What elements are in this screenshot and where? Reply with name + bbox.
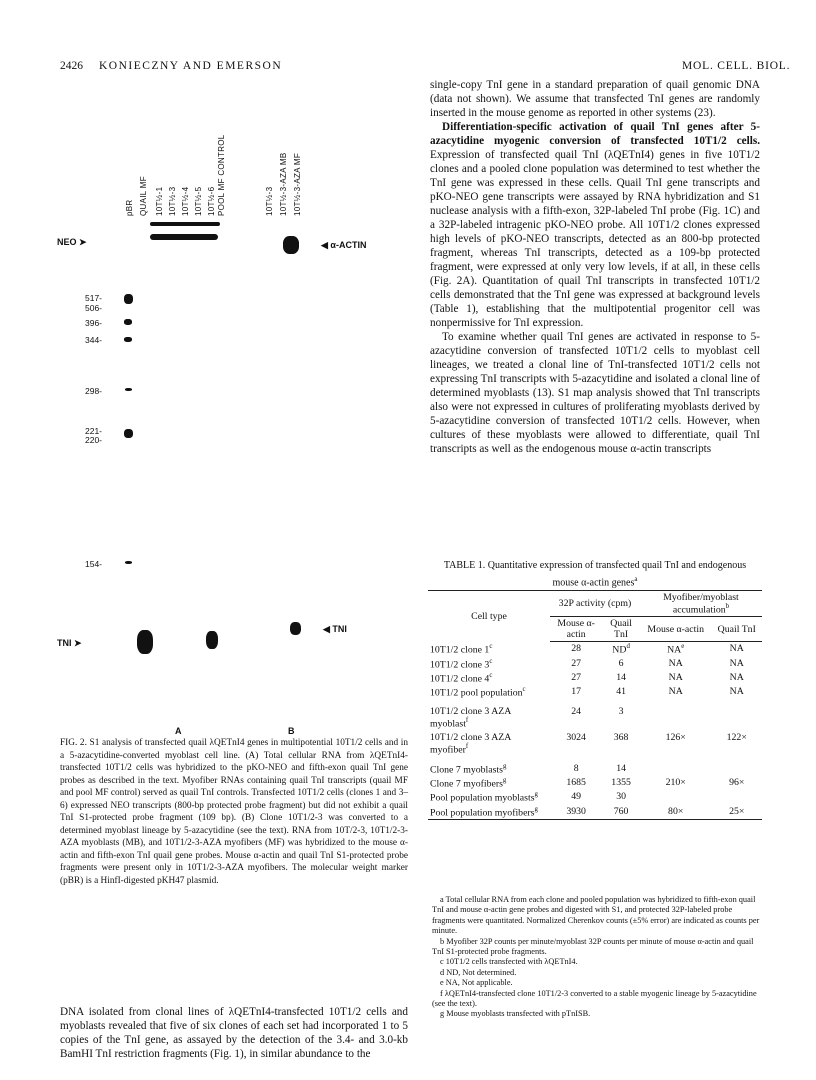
table-cell: 3024 — [566, 731, 586, 743]
cell-type-label: Pool population myofibers — [430, 806, 535, 818]
column-header: Mouse α-actin — [550, 617, 602, 642]
table-cell: 1685 — [566, 777, 586, 789]
table-cell — [640, 805, 712, 820]
paragraph: single-copy TnI gene in a standard preparation of quail genomic DNA (data not shown). We assume that transfected TnI genes are randomly inserted in the mouse genome as reported in other systems (23). — [430, 79, 760, 119]
footnote-mark: g — [534, 805, 538, 813]
paragraph-text: Expression of transfected quail TnI (λQETnI4) genes in five 10T1/2 clones and a pooled clone population was determined to test whether the TnI gene was expressed in these cells. Quail TnI gene transcripts and pKO-NEO gene transcripts were assayed by RNA hybridization and S1 nuclease analysis with a fifth-exon, 32P-labeled TnI probe (Fig. 1C) and a 32P-labeled intragenic pKO-NEO probe. All 10T1/2 clones expressed high levels of pKO-NEO transcripts, detected as an 800-bp protected fragment, whereas TnI transcripts, detected as a 109-bp protected fragment, were expressed at only very low levels, if at all, in these cells (Fig. 2A). Quantitation of quail TnI transcripts in transfected 10T1/2 cells demonstrated that the TnI gene was expressed at background levels (Table 1), establishing that the multipotential progenitor cell was nonpermissive for TnI expression. — [430, 149, 760, 329]
figure-caption: FIG. 2. S1 analysis of transfected quail λQETnI4 genes in multipotential 10T1/2 cells and in a 5-azacytidine-converted myoblast cell line. (A) Total cellular RNA from λQETnI4-transfected 10T1/2 cells was hybridized to the pKO-NEO and fifth-exon quail TnI gene probes as described in the text. Myofiber RNAs containing quail TnI transcripts (quail MF and pool MF control) served as quail TnI controls. Transfected 10T1/2 cells (clones 1 and 3–6) expressed NEO transcripts (800-bp protected probe fragment) but did not exhibit a quail TnI S1-protected probe fragment (109 bp). (B) Clone 10T1/2-3 was converted to a determined myoblast lineage by 5-azacytidine (see the text). RNA from 10T/2-3, 10T1/2-3-AZA myoblasts (MB), and 10T1/2-3-AZA myofibers (MF) was hybridized to the mouse α-actin and fifth-exon TnI quail gene probes. Mouse α-actin and quail TnI S1-protected probe fragments were present only in 10T1/2-3-AZA myofibers. The molecular weight marker (pBR) is a HinfI-digested pKH47 plasmid. — [60, 738, 408, 886]
panel-b-label: B — [288, 726, 295, 736]
cell-value: 126× — [665, 731, 686, 743]
cell-value: NA — [668, 686, 683, 698]
column-header: Cell type — [428, 591, 550, 642]
figure-gel — [55, 90, 415, 740]
cell-type-label: Clone 7 myofibers — [430, 778, 503, 790]
lane-label: 10T½-3-AZA MB — [279, 152, 288, 216]
actin-band-label: ◀ α-ACTIN — [321, 240, 367, 250]
actin-band — [283, 236, 299, 254]
table-cell — [428, 756, 550, 776]
marker-label: 517- — [85, 293, 103, 303]
footnote-mark: b — [725, 603, 730, 610]
table-cell — [428, 657, 550, 671]
cell-value: 760 — [613, 805, 629, 817]
tni-band-aza-mf — [290, 622, 301, 635]
marker-band — [124, 319, 132, 325]
table-cell — [640, 642, 712, 657]
cell-value: 41 — [616, 686, 626, 698]
footnote: f λQETnI4-transfected clone 10T1/2-3 converted to a stable myogenic lineage by 5-azacytidine (see the text). — [432, 988, 757, 1009]
cell-value: NA — [668, 657, 683, 669]
table-row — [428, 642, 762, 657]
data-table — [428, 590, 762, 820]
lane-label: 10T½-3 — [265, 186, 274, 216]
table-cell: 96× — [729, 777, 745, 789]
running-authors: KONIECZNY AND EMERSON — [99, 60, 283, 72]
table-cell — [428, 776, 550, 790]
table-cell — [428, 685, 550, 699]
cell-type-label: 10T1/2 clone 3 AZA myofiber — [430, 731, 511, 755]
cell-type-label: 10T1/2 clone 3 AZA myoblast — [430, 706, 511, 730]
tni-band-label-left: TNI ➤ — [57, 638, 82, 648]
table-cell — [602, 642, 640, 657]
footnote: b Myofiber 32P counts per minute/myoblast 32P counts per minute of mouse α-actin and quail TnI S1-protected probe fragments. — [432, 936, 754, 957]
table-cell — [640, 731, 712, 756]
table-cell — [602, 790, 640, 804]
table-cell: 17 — [571, 686, 582, 698]
table-row — [428, 805, 762, 820]
cell-type-label: 10T1/2 pool population — [430, 687, 523, 699]
marker-band — [124, 429, 133, 438]
table-cell: 27 — [571, 671, 582, 683]
tni-band-pool-mf — [206, 631, 218, 649]
table-row — [428, 790, 762, 804]
neo-upper-band — [150, 222, 220, 226]
table-row — [428, 699, 762, 730]
table-cell: NA — [729, 686, 744, 698]
table-cell — [712, 790, 763, 804]
cell-value: 30 — [616, 791, 626, 803]
table-title-text: TABLE 1. Quantitative expression of transfected quail TnI and endogenous mouse α-actin genes — [443, 560, 747, 588]
marker-label: 506- — [85, 303, 103, 313]
lane-label: 10T½-6 — [207, 186, 216, 216]
cell-type-label: Clone 7 myoblasts — [430, 764, 503, 776]
footnote-mark: c — [489, 671, 493, 679]
lane-label: POOL MF CONTROL — [217, 134, 226, 216]
cell-value: 14 — [616, 762, 626, 774]
table-cell — [640, 790, 712, 804]
table-cell — [640, 756, 712, 776]
table-cell: 24 — [571, 706, 582, 718]
table-cell — [602, 805, 640, 820]
tni-band-label-right: ◀ TNI — [323, 624, 347, 634]
table-cell: NA — [729, 657, 744, 669]
table-cell — [428, 790, 550, 804]
table-cell — [602, 699, 640, 730]
footnote-mark: f — [465, 717, 469, 725]
cell-value: 3 — [618, 706, 624, 718]
table-cell: 27 — [571, 657, 582, 669]
marker-label: 344- — [85, 335, 103, 345]
table-cell — [602, 657, 640, 671]
table-cell — [428, 805, 550, 820]
marker-band — [125, 388, 132, 391]
table-title — [430, 560, 760, 589]
table-row — [428, 731, 762, 756]
cell-value: ND — [612, 644, 627, 656]
column-header: Quail TnI — [712, 617, 763, 642]
footnote: e NA, Not applicable. — [440, 978, 513, 988]
cell-value: 14 — [616, 671, 626, 683]
table-cell — [640, 671, 712, 685]
marker-label: 298- — [85, 386, 103, 396]
cell-type-label: Pool population myoblasts — [430, 792, 535, 804]
table-cell: 25× — [712, 805, 763, 820]
column-group-header: 32P activity (cpm) — [550, 591, 640, 617]
cell-type-label: 10T1/2 clone 4 — [430, 673, 490, 685]
footnote-mark: a — [634, 574, 638, 583]
table-cell: 8 — [573, 762, 579, 774]
marker-label: 220- — [85, 435, 103, 445]
paragraph: To examine whether quail TnI genes are activated in response to 5-azacytidine conversion of transfected 10T1/2 cells to myoblast cell lineages, we treated a clonal line of TnI-transfected 10T1/2 cells not expressing TnI transcripts with 5-azacytidine and isolated a clonal line of determined myoblasts (13). S1 map analysis showed that TnI transcripts also were not expressed in cultures of proliferating myoblasts derived by 5-azacytidine conversion of transfected 10T1/2 cells. However, when cultures of these myoblasts were allowed to differentiate, quail TnI transcripts as well as the endogenous mouse α-actin transcripts — [430, 331, 760, 455]
table-cell — [428, 699, 550, 730]
table-cell — [640, 657, 712, 671]
neo-band-label: NEO ➤ — [57, 237, 87, 247]
journal-name: MOL. CELL. BIOL. — [682, 60, 791, 72]
table-cell — [602, 776, 640, 790]
footnote-mark: c — [522, 686, 526, 694]
table-cell: NA — [729, 671, 744, 683]
footnote-mark: d — [626, 643, 630, 651]
cell-value: 210× — [665, 777, 686, 789]
table-cell: 3930 — [550, 805, 602, 820]
table-cell — [428, 671, 550, 685]
page-number: 2426 — [60, 60, 83, 72]
cell-value: 80× — [668, 805, 684, 817]
lane-label: 10T½-1 — [155, 186, 164, 216]
footnote-mark: g — [502, 777, 507, 785]
lane-label: 10T½-3 — [168, 186, 177, 216]
column-header: Quail TnI — [602, 617, 640, 642]
table-row — [428, 657, 762, 671]
table-cell — [640, 699, 712, 730]
footnote: c 10T1/2 cells transfected with λQETnI4. — [440, 957, 578, 967]
cell-value: NA — [667, 644, 682, 656]
footnote-mark: e — [681, 643, 685, 651]
body-text-left: DNA isolated from clonal lines of λQETnI4-transfected 10T1/2 cells and myoblasts revealed that five of six clones of each set had incorporated 1 to 5 copies of the TnI gene, as assayed by the detection of the 3.4- and 3.0-kb BamHI TnI restriction fragments (Fig. 1), in similar abundance to the — [60, 1006, 408, 1060]
footnote-mark: c — [489, 657, 493, 665]
footnote: g Mouse myoblasts transfected with pTnISB. — [440, 1009, 591, 1019]
marker-band — [124, 337, 132, 342]
marker-label: 396- — [85, 318, 103, 328]
table-row — [428, 756, 762, 776]
cell-value: 1355 — [611, 777, 631, 789]
column-group-header — [640, 591, 762, 617]
body-text-right — [430, 78, 760, 456]
lane-label: 10T½-5 — [194, 186, 203, 216]
cell-value: 6 — [618, 657, 624, 669]
table-row — [428, 776, 762, 790]
lane-label: 10T½-3-AZA MF — [293, 152, 302, 216]
table-cell — [602, 756, 640, 776]
cell-type-label: 10T1/2 clone 1 — [430, 644, 490, 656]
marker-band — [124, 294, 133, 304]
paragraph — [430, 120, 760, 330]
panel-a-label: A — [175, 726, 182, 736]
marker-label: 154- — [85, 559, 103, 569]
section-heading: Differentiation-specific activation of quail TnI genes after 5-azacytidine myogenic conversion of transfected 10T1/2 cells. — [430, 121, 760, 147]
table-row — [428, 671, 762, 685]
footnote: d ND, Not determined. — [440, 967, 517, 977]
table-cell — [428, 642, 550, 657]
footnote: a Total cellular RNA from each clone and pooled population was hybridized to fifth-exon quail TnI and mouse α-actin gene probes and digested with S1, and protected 32P-labeled probe fragments were quantitated. Normalized Cherenkov counts (±5% error) are indicated as counts per minute. — [432, 895, 760, 936]
table-cell: 49 — [571, 791, 582, 803]
table-cell — [640, 685, 712, 699]
footnote-mark: g — [534, 791, 538, 799]
cell-type-label: 10T1/2 clone 3 — [430, 658, 490, 670]
column-group-header-text: Myofiber/myoblast accumulation — [663, 592, 739, 616]
marker-label: 221- — [85, 426, 103, 436]
column-header: Mouse α-actin — [640, 617, 712, 642]
table-row — [428, 685, 762, 699]
table-cell — [602, 731, 640, 756]
table-cell — [640, 776, 712, 790]
table-body — [428, 642, 762, 820]
tni-band-quail-mf — [137, 630, 153, 654]
marker-band — [125, 561, 132, 564]
table-cell — [712, 756, 763, 776]
table-cell — [602, 685, 640, 699]
cell-value: NA — [668, 671, 683, 683]
table-cell: 28 — [571, 643, 582, 655]
footnote-mark: g — [502, 762, 507, 770]
table-cell — [602, 671, 640, 685]
neo-band — [150, 234, 218, 240]
table-cell: NA — [729, 643, 744, 655]
cell-value: 368 — [613, 731, 629, 743]
footnote-mark: c — [489, 642, 493, 650]
lane-label: pBR — [125, 199, 134, 216]
table-footnotes — [432, 895, 762, 1020]
footnote-mark: f — [465, 742, 469, 750]
table-cell — [712, 699, 763, 730]
lane-label: QUAIL MF — [139, 176, 148, 216]
table-cell — [428, 731, 550, 756]
lane-label: 10T½-4 — [181, 186, 190, 216]
table-cell: 122× — [726, 731, 747, 743]
